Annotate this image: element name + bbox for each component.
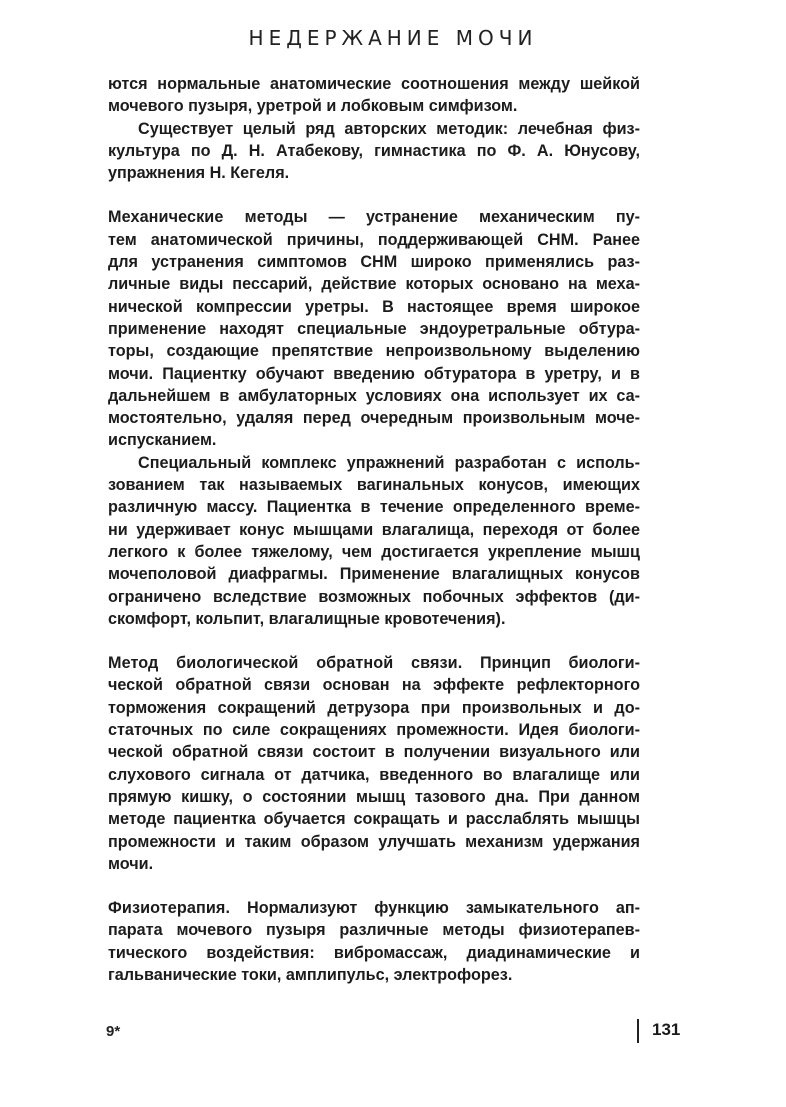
text-line: мочи. Пациентку обучают введению обтуратора в уретру, и в [108,364,640,383]
text-line: мочи. [108,854,154,873]
text-line: применение находят специальные эндоуретральные обтура- [108,319,640,338]
text-line: ограничено вследствие возможных побочных эффектов (ди- [108,587,640,606]
paragraph [108,118,640,185]
text-line [108,652,640,674]
text-line: ни удерживает конус мышцами влагалища, переходя от более [108,520,640,539]
text-line: торы, создающие препятствие непроизвольному выделению [108,342,640,361]
section-gap [108,184,640,206]
text-line [108,897,640,919]
text-line: ются нормальные анатомические соотношения между шейкой [108,75,640,93]
page-number: 131 [652,1020,681,1039]
text-line: тического воздействия: вибромассаж, диадинамические и [108,943,640,962]
text-span: — устранение механическим пу- [307,208,641,227]
text-line: различную массу. Пациентка в течение определенного време- [108,498,640,517]
text-line: для устранения симптомов СНМ широко применялись раз- [108,253,640,272]
paragraph [108,452,640,630]
paragraph [108,206,640,451]
text-line: методе пациентка обучается сокращать и расслаблять мышцы [108,810,640,829]
text-line: гальванические токи, амплипульс, электрофорез. [108,965,513,984]
run-in-heading: Механические методы [108,208,308,227]
text-line: слухового сигнала от датчика, введенного во влагалище или [108,765,640,784]
run-in-heading: Метод биологической обратной связи. [108,654,463,673]
text-line: легкого к более тяжелому, чем достигается укрепление мышц [108,542,640,561]
printer-signature: 9* [106,1023,121,1040]
text-line: мочевого пузыря, уретрой и лобковым симфизом. [108,97,518,116]
body-text [108,73,640,986]
text-line: дальнейшем в амбулаторных условиях она использует их са- [108,386,640,405]
running-head: НЕДЕРЖАНИЕ МОЧИ [248,26,538,50]
footer-divider [637,1019,639,1043]
paragraph [108,73,640,118]
text-line: статочных по силе сокращениях промежности. Идея биологи- [108,721,640,740]
text-line: культура по Д. Н. Атабекову, гимнастика по Ф. А. Юнусову, [108,141,640,160]
text-line: мочеполовой диафрагмы. Применение влагалищных конусов [108,565,640,584]
section-gap [108,630,640,652]
text-line: нической компрессии уретры. В настоящее время широкое [108,297,640,316]
text-span: Нормализуют функцию замыкательного ап- [230,899,640,918]
text-line: ческой обратной связи основан на эффекте рефлекторного [108,676,640,695]
paragraph [108,897,640,986]
text-line: тем анатомической причины, поддерживающей СНМ. Ранее [108,230,640,249]
text-line: испусканием. [108,431,217,450]
run-in-heading: Физиотерапия. [108,899,231,918]
text-span: Принцип биологи- [462,654,640,673]
text-line: Существует целый ряд авторских методик: лечебная физ- [138,119,640,138]
text-line: личные виды пессарий, действие которых основано на меха- [108,275,640,294]
text-line: мостоятельно, удаляя перед очередным произвольным моче- [108,409,640,428]
text-line: парата мочевого пузыря различные методы физиотерапев- [108,921,640,940]
paragraph [108,652,640,875]
text-line: Специальный комплекс упражнений разработан с исполь- [138,453,640,472]
text-line: зованием так называемых вагинальных конусов, имеющих [108,476,640,495]
text-line: скомфорт, кольпит, влагалищные кровотечения). [108,609,506,628]
text-line [108,206,640,228]
text-line: ческой обратной связи состоит в получении визуального или [108,743,640,762]
text-line: торможения сокращений детрузора при произвольных и до- [108,698,640,717]
text-line: промежности и таким образом улучшать механизм удержания [108,832,640,851]
text-line: прямую кишку, о состоянии мышц тазового дна. При данном [108,787,640,806]
section-gap [108,875,640,897]
text-line: упражнения Н. Кегеля. [108,164,290,183]
